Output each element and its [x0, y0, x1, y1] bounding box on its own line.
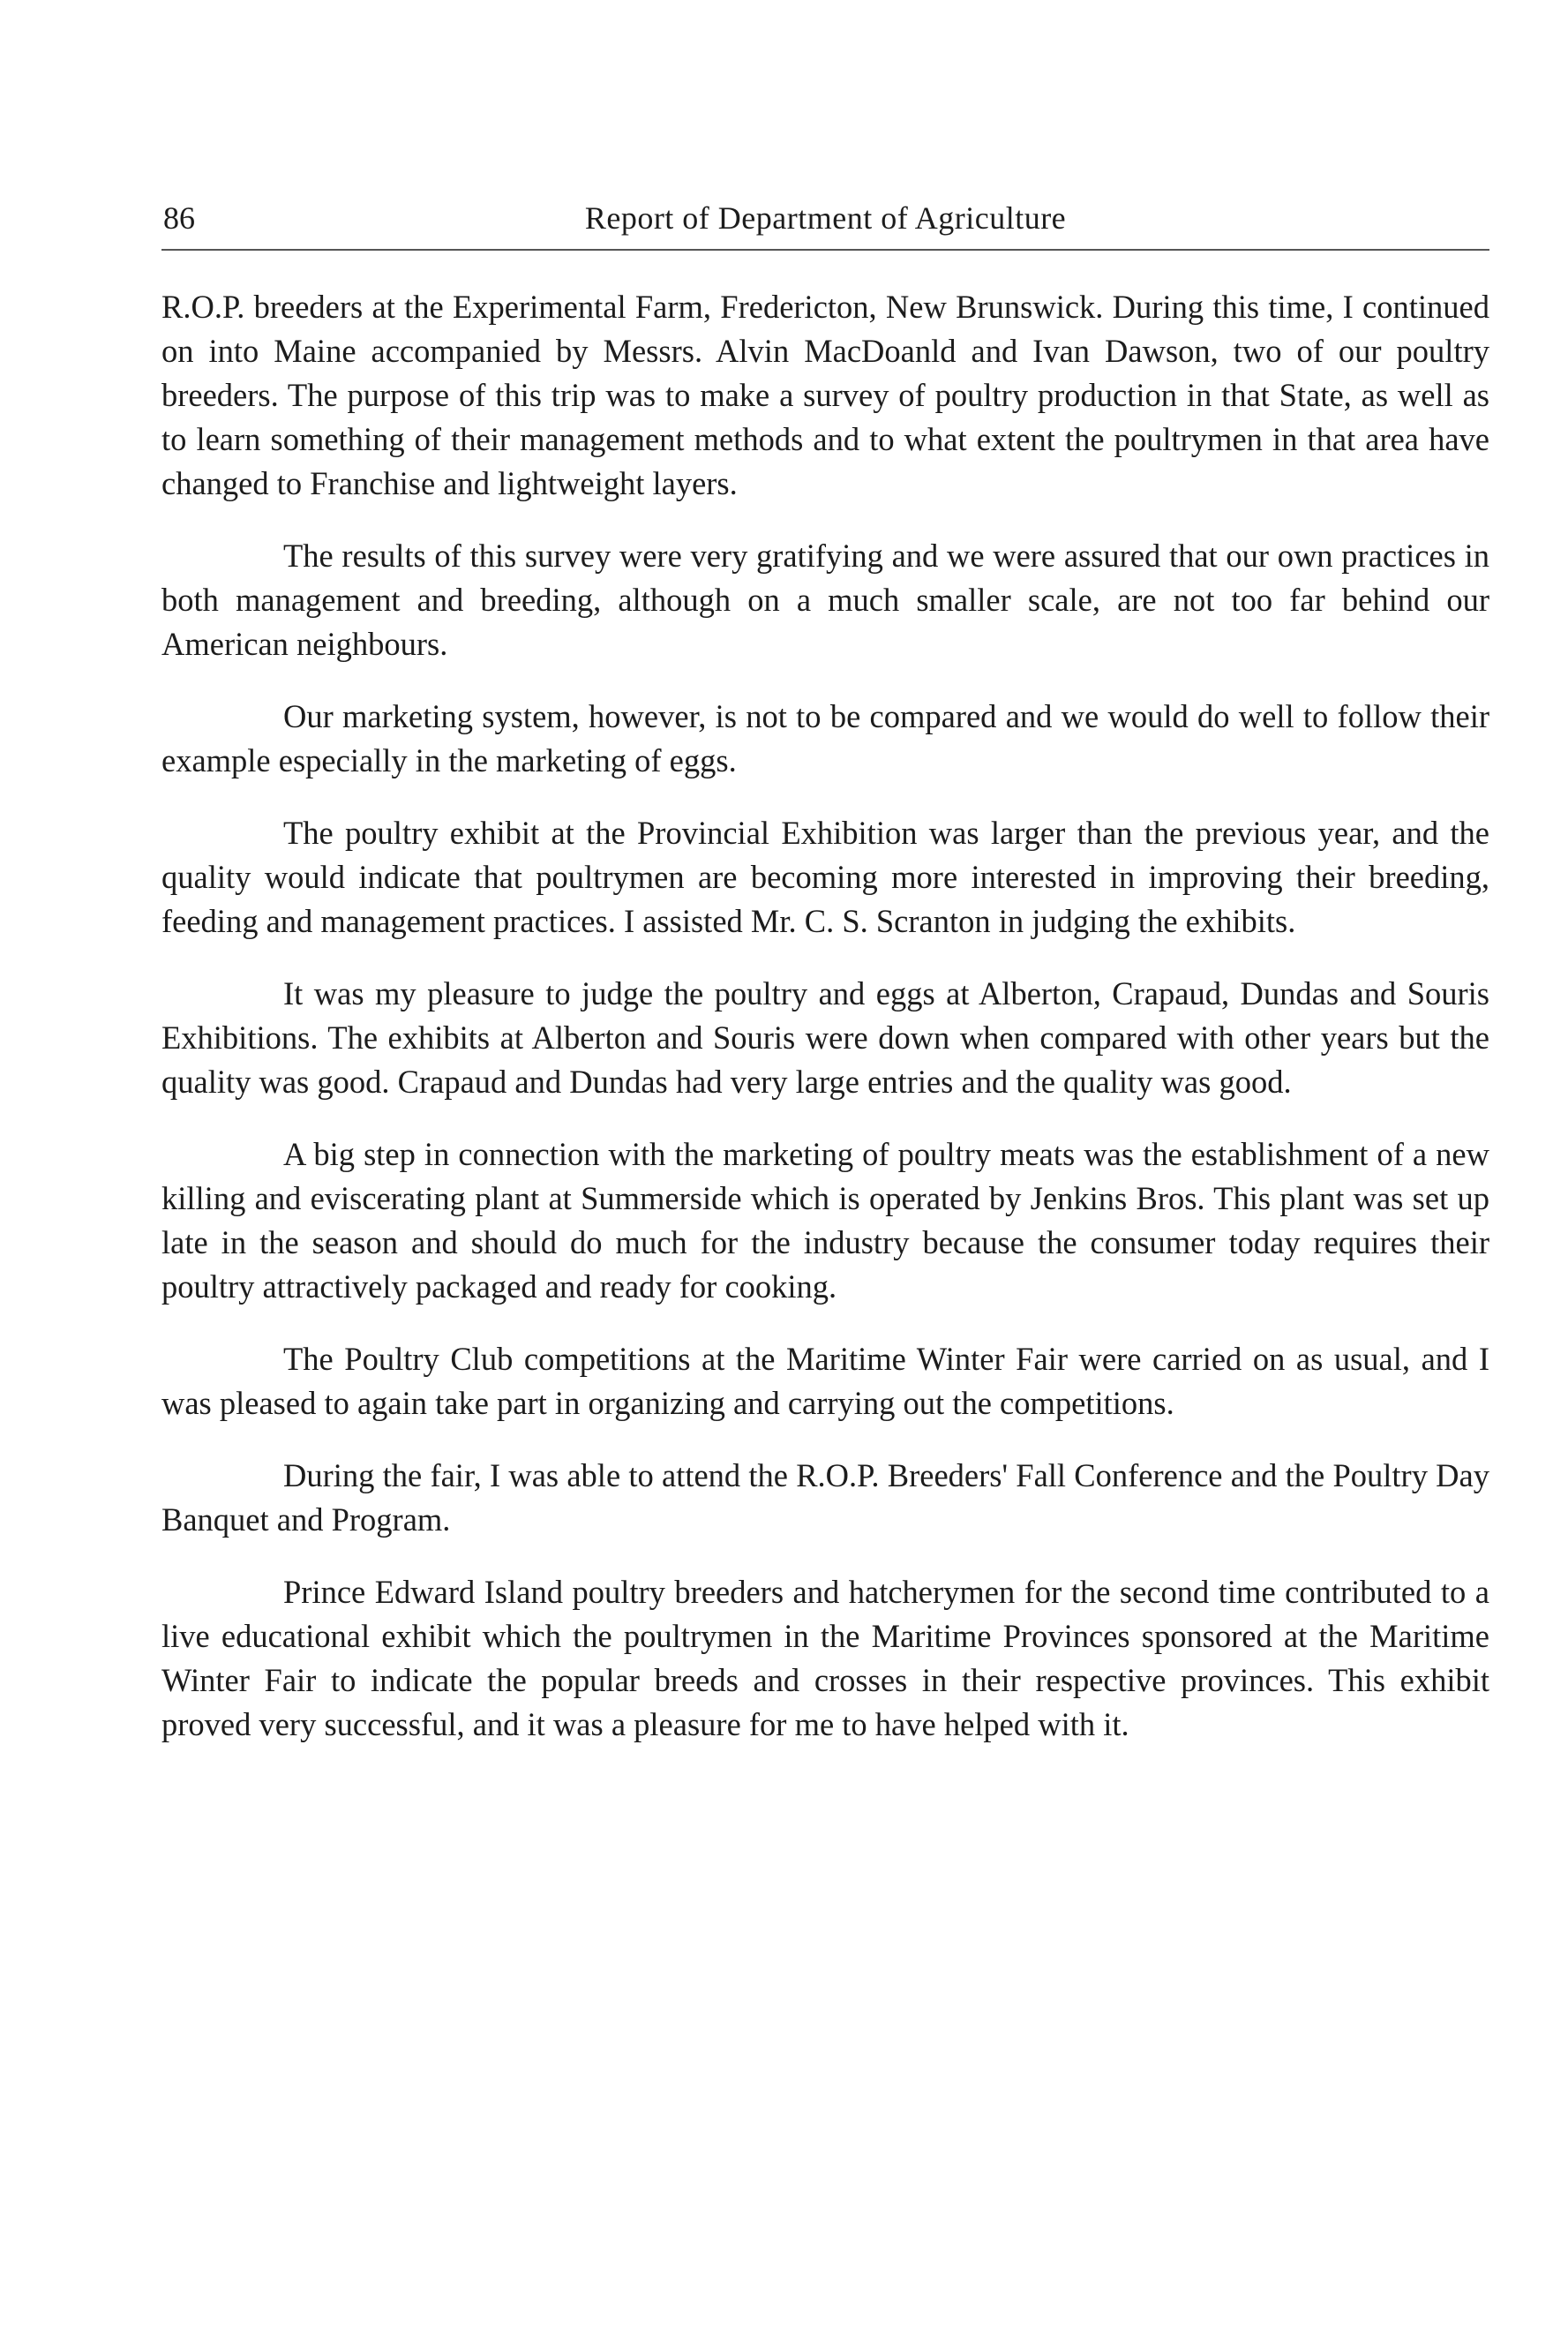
header-rule: [161, 249, 1489, 251]
paragraph-marketing-system: Our marketing system, however, is not to be compared and we would do well to follow their example especially in the marketing of eggs.: [161, 698, 1489, 778]
running-head: [161, 196, 1489, 240]
paragraph-educational-exhibit: Prince Edward Island poultry breeders and hatcherymen for the second time contributed to a live educational exhibit which the poultrymen in the Maritime Provinces sponsored at the Maritime Winter Fair to indicate the popular breeds and crosses in their respective provinces. This exhibit proved very successful, and it was a pleasure for me to have helped with it.: [161, 1574, 1489, 1742]
body-text: [161, 285, 1489, 1747]
header-title: Report of Department of Agriculture: [584, 200, 1067, 236]
paragraph-rop-breeders: R.O.P. breeders at the Experimental Farm, Fredericton, New Brunswick. During this time, I continued on into Maine accompanied by Messrs. Alvin MacDoanld and Ivan Dawson, two of our poultry breeders. The purpose of this trip was to make a survey of poultry production in that State, as well as to learn something of their management methods and to what extent the poultrymen in that area have changed to Franchise and lightweight layers.: [161, 289, 1489, 501]
paragraph-survey-results: The results of this survey were very gratifying and we were assured that our own practices in both management and breeding, although on a much smaller scale, are not too far behind our American neighbours.: [161, 538, 1489, 662]
paragraph-fall-conference: During the fair, I was able to attend the R.O.P. Breeders' Fall Conference and the Poultry Day Banquet and Program.: [161, 1457, 1489, 1538]
paragraph-poultry-club: The Poultry Club competitions at the Maritime Winter Fair were carried on as usual, and I was pleased to again take part in organizing and carrying out the competitions.: [161, 1341, 1489, 1421]
page-number: 86: [163, 200, 195, 236]
paragraph-judging-exhibitions: It was my pleasure to judge the poultry and eggs at Alberton, Crapaud, Dundas and Souris Exhibitions. The exhibits at Alberton and Souris were down when compared with other years but the quality was good. Crapaud and Dundas had very large entries and the quality was good.: [161, 975, 1489, 1100]
paragraph-provincial-exhibition: The poultry exhibit at the Provincial Exhibition was larger than the previous year, and the quality would indicate that poultrymen are becoming more interested in improving their breeding, feeding and management practices. I assisted Mr. C. S. Scranton in judging the exhibits.: [161, 815, 1489, 939]
paragraph-killing-plant: A big step in connection with the marketing of poultry meats was the establishment of a new killing and eviscerating plant at Summerside which is operated by Jenkins Bros. This plant was set up late in the season and should do much for the industry because the consumer today requires their poultry attractively packaged and ready for cooking.: [161, 1136, 1489, 1305]
document-page: [161, 0, 1489, 2339]
